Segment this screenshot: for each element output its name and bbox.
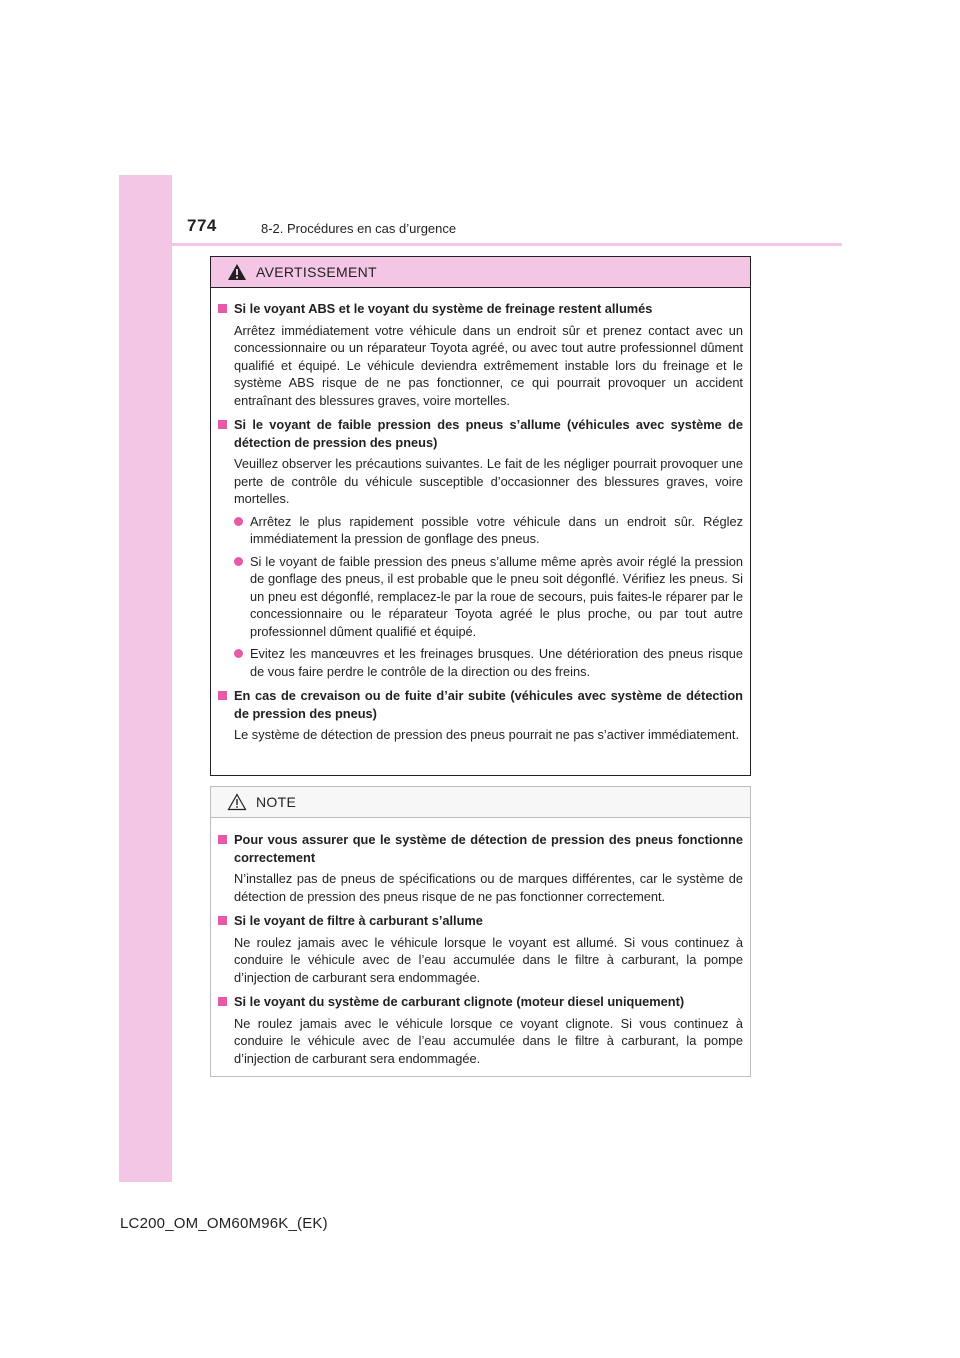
square-bullet-icon	[218, 993, 229, 1011]
notice-item-text: Ne roulez jamais avec le véhicule lorsque ce voyant clignote. Si vous continuez à conduire le véhicule avec de l’eau accumulée dans le filtre à carburant, la pompe d’injection de carburant sera endommagée.	[234, 1015, 743, 1066]
square-bullet-icon	[218, 687, 229, 722]
warning-triangle-icon	[227, 263, 247, 281]
warning-bullet-text: Si le voyant de faible pression des pneus s’allume même après avoir réglé la pression de gonflage des pneus, il est probable que le pneu soit dégonflé. Vérifiez les pneus. Si un pneu est dégonflé, remplacez-le par la roue de secours, puis faites-le réparer par le concessionnaire ou le réparateur Toyota agréé le plus proche, ou par tout autre professionnel dûment qualifié et équipé.	[250, 553, 743, 639]
warning-item-heading: Si le voyant ABS et le voyant du système de freinage restent allumés	[234, 301, 653, 316]
warning-bullet-text: Evitez les manœuvres et les freinages brusques. Une détérioration des pneus risque de vous faire perdre le contrôle de la direction ou des freins.	[250, 646, 743, 679]
warning-item-text: Le système de détection de pression des pneus pourrait ne pas s’activer immédiatement.	[234, 727, 740, 742]
warning-bullet	[234, 645, 743, 680]
notice-box-title: NOTE	[256, 794, 297, 810]
notice-box	[210, 786, 751, 1077]
notice-item	[218, 831, 743, 905]
warning-item	[218, 687, 743, 744]
square-bullet-icon	[218, 912, 229, 930]
notice-item-text: N’installez pas de pneus de spécifications ou de marques différentes, car le système de détection de pression des pneus risque de ne pas fonctionner correctement.	[234, 871, 743, 904]
warning-bullet	[234, 553, 743, 641]
notice-item-heading: Si le voyant de filtre à carburant s’allume	[234, 913, 483, 928]
round-bullet-icon	[234, 513, 250, 548]
side-tab-band	[119, 175, 172, 1182]
section-title: 8-2. Procédures en cas d’urgence	[261, 221, 457, 236]
warning-item	[218, 416, 743, 680]
warning-item-heading: En cas de crevaison ou de fuite d’air subite (véhicules avec système de détection de pression des pneus)	[234, 688, 743, 721]
caution-triangle-outline-icon	[227, 793, 247, 811]
warning-item-heading: Si le voyant de faible pression des pneus s’allume (véhicules avec système de détection de pression des pneus)	[234, 417, 743, 450]
round-bullet-icon	[234, 553, 250, 641]
warning-box-header	[211, 257, 750, 288]
notice-item	[218, 912, 743, 986]
warning-box-title: AVERTISSEMENT	[256, 264, 377, 280]
warning-item-text: Veuillez observer les précautions suivantes. Le fait de les négliger pourrait provoquer une perte de contrôle du véhicule susceptible d’occasionner des blessures graves, voire mortelles.	[234, 456, 743, 506]
page-number: 774	[187, 216, 217, 235]
round-bullet-icon	[234, 645, 250, 680]
notice-item-heading: Pour vous assurer que le système de détection de pression des pneus fonctionne correctement	[234, 832, 743, 865]
square-bullet-icon	[218, 416, 229, 451]
header-rule	[172, 243, 842, 246]
notice-box-header	[211, 787, 750, 818]
warning-bullet-text: Arrêtez le plus rapidement possible votre véhicule dans un endroit sûr. Réglez immédiatement la pression de gonflage des pneus.	[250, 513, 743, 546]
notice-item	[218, 993, 743, 1067]
square-bullet-icon	[218, 300, 229, 318]
notice-box-body	[211, 818, 750, 1067]
notice-item-text: Ne roulez jamais avec le véhicule lorsque le voyant est allumé. Si vous continuez à conduire le véhicule avec de l’eau accumulée dans le filtre à carburant, la pompe d’injection de carburant sera endommagée.	[234, 934, 743, 985]
document-code: LC200_OM_OM60M96K_(EK)	[120, 1215, 328, 1232]
warning-box	[210, 256, 751, 776]
warning-item	[218, 300, 743, 409]
square-bullet-icon	[218, 831, 229, 866]
warning-box-body	[211, 288, 750, 744]
warning-bullet	[234, 513, 743, 548]
notice-item-heading: Si le voyant du système de carburant clignote (moteur diesel uniquement)	[234, 994, 685, 1009]
warning-item-text: Arrêtez immédiatement votre véhicule dans un endroit sûr et prenez contact avec un concessionnaire ou un réparateur Toyota agréé, ou avec tout autre professionnel dûment qualifié et équipé. Le véhicule deviendra extrêmement instable lors du freinage et le système ABS risque de ne pas fonctionner, ce qui pourrait provoquer un accident entraînant des blessures graves, voire mortelles.	[234, 322, 743, 408]
